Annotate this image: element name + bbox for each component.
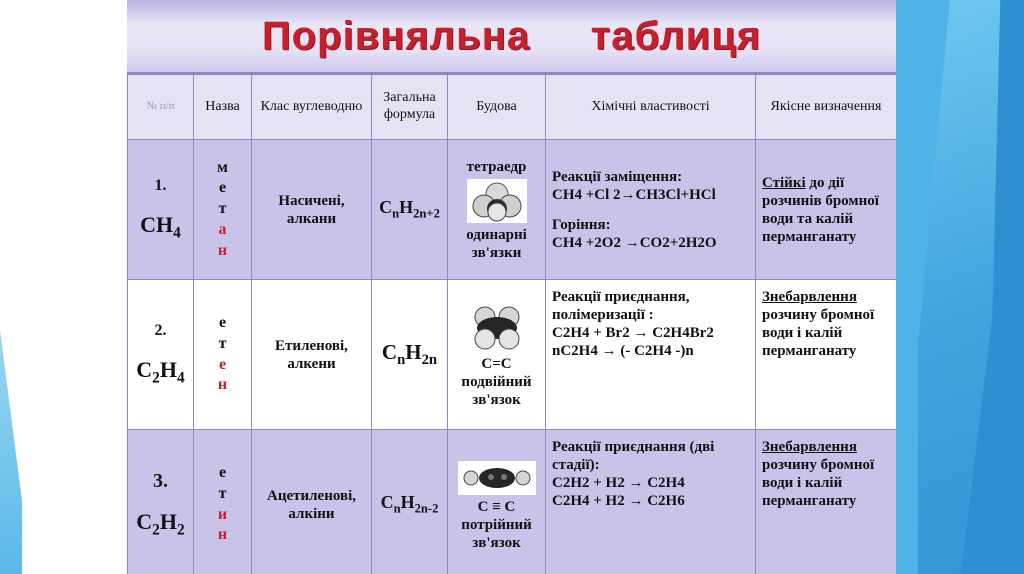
chem-line: nC2H4 → (- C2H4 -)n: [552, 343, 694, 359]
header-class: Клас вуглеводню: [252, 75, 372, 140]
header-chem: Хімічні властивості: [546, 75, 756, 140]
page-title: Порівняльна таблиця: [261, 14, 762, 58]
title-band: [127, 0, 896, 74]
table-row: [128, 430, 897, 574]
class-cell: Ацетиленові, алкіни: [252, 430, 372, 574]
structure-bottom-label: C ≡ C потрійний зв'язок: [461, 498, 532, 551]
chem-line: CH4 +2O2 →CO2+2H2O: [552, 234, 717, 251]
acetylene-model-icon: [457, 460, 537, 496]
chem-properties-cell: [546, 430, 756, 574]
table-row: [128, 140, 897, 280]
name-letter: т: [218, 334, 227, 352]
row-number: 1.: [154, 177, 167, 195]
structure-bottom-label: одинарні зв'язки: [466, 226, 527, 261]
class-cell: Насичені, алкани: [252, 140, 372, 280]
name-letter: е: [218, 179, 227, 197]
detection-cell: Стійкі до дії розчинів бромної води та калій перманганату: [756, 140, 897, 280]
chem-properties-cell: [546, 280, 756, 430]
general-formula: $C_nH_{2n}$: [372, 280, 448, 430]
header-structure: Будова: [448, 75, 546, 140]
name-letter: е: [218, 313, 227, 331]
molecular-formula: $CH_4$: [140, 211, 181, 242]
slide: [127, 0, 896, 574]
class-cell: Етиленові, алкени: [252, 280, 372, 430]
chem-line: Реакції приєднання, полімеризації :: [552, 289, 690, 323]
name-letter: н: [217, 241, 228, 259]
name-letter: е: [218, 355, 227, 373]
general-formula: $C_nH_{2n+2}$: [372, 140, 448, 280]
header-name: Назва: [194, 75, 252, 140]
ethylene-model-icon: [461, 303, 533, 353]
chem-line: Реакції приєднання (дві стадії):: [552, 439, 715, 473]
name-letter: а: [218, 220, 227, 238]
molecular-formula: $C_2H_2$: [136, 509, 185, 539]
comparison-table: [127, 74, 896, 574]
general-formula: $C_nH_{2n-2}$: [372, 430, 448, 574]
name-cell: [194, 430, 252, 574]
name-cell: [194, 280, 252, 430]
structure-bottom-label: C=C подвійний зв'язок: [461, 355, 532, 408]
structure-cell: [448, 140, 546, 280]
methane-model-icon: [466, 178, 528, 224]
left-decoration: [0, 330, 22, 574]
name-letter: т: [218, 200, 227, 218]
detection-cell: Знебарвлення розчину бромної води і калій перманганату: [756, 280, 897, 430]
chem-line: CH4 +Cl 2→CH3Cl+HCl: [552, 186, 716, 203]
row-number-cell: [128, 140, 194, 280]
structure-top-label: тетраедр: [466, 158, 527, 175]
name-letter: м: [217, 158, 228, 176]
name-letter: т: [218, 484, 227, 502]
detection-cell: Знебарвлення розчину бромної води і калій перманганату: [756, 430, 897, 574]
name-letter: е: [218, 463, 227, 481]
chem-line: C2H4 + H2 → C2H6: [552, 493, 685, 509]
name-letter: н: [217, 376, 228, 394]
header-formula: Загальна формула: [372, 75, 448, 140]
chem-line: Реакції заміщення:: [552, 168, 683, 185]
structure-cell: [448, 280, 546, 430]
chem-properties-cell: [546, 140, 756, 280]
table-header-row: [128, 75, 897, 140]
molecular-formula: $C_2H_4$: [136, 356, 185, 387]
header-detect: Якісне визначення: [756, 75, 897, 140]
structure-cell: [448, 430, 546, 574]
name-cell: [194, 140, 252, 280]
name-letter: и: [217, 505, 228, 523]
name-letter: н: [217, 526, 228, 544]
table-row: [128, 280, 897, 430]
row-number: 2.: [154, 322, 167, 340]
row-number-cell: [128, 430, 194, 574]
chem-line: Горіння:: [552, 216, 611, 233]
chem-line: C2H4 + Br2 → C2H4Br2: [552, 325, 714, 341]
chem-line: C2H2 + H2 → C2H4: [552, 475, 685, 491]
header-num: № п/п: [128, 75, 194, 140]
row-number-cell: [128, 280, 194, 430]
row-number: 3.: [153, 470, 168, 493]
